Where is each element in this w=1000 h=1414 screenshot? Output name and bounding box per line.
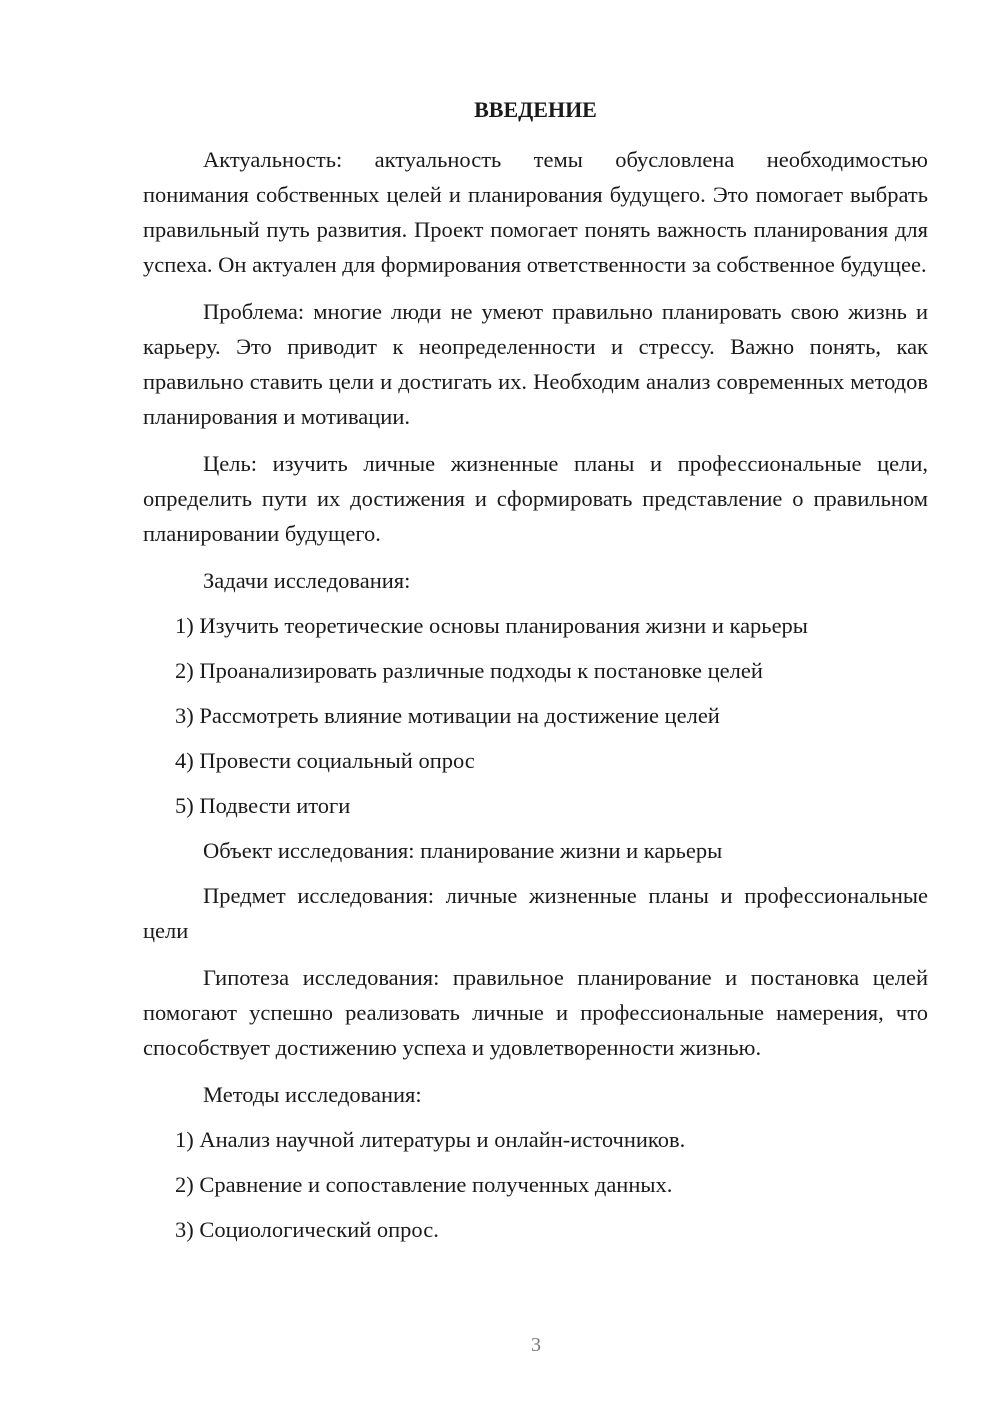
tasks-heading: Задачи исследования: bbox=[203, 568, 411, 593]
hypothesis-paragraph: Гипотеза исследования: правильное планирование и постановка целей помогают успешно реализовать личные и профессиональные намерения, что способствует достижению успеха и удовлетворенности жизнью. bbox=[143, 965, 928, 1060]
page-title: ВВЕДЕНИЕ bbox=[474, 97, 597, 122]
list-item: 3) Рассмотреть влияние мотивации на достижение целей bbox=[175, 703, 720, 728]
page-number: 3 bbox=[531, 1334, 541, 1356]
list-item: 1) Анализ научной литературы и онлайн-источников. bbox=[175, 1127, 686, 1152]
problem-paragraph: Проблема: многие люди не умеют правильно планировать свою жизнь и карьеру. Это приводит к неопределенности и стрессу. Важно понять, как правильно ставить цели и достигать их. Необходим анализ современных методов планирования и мотивации. bbox=[143, 299, 928, 429]
list-item: 3) Социологический опрос. bbox=[175, 1217, 439, 1242]
methods-heading: Методы исследования: bbox=[203, 1082, 422, 1107]
list-item: 4) Провести социальный опрос bbox=[175, 748, 475, 773]
document-body bbox=[143, 94, 928, 1257]
object-paragraph: Объект исследования: планирование жизни и карьеры bbox=[203, 838, 723, 863]
relevance-paragraph: Актуальность: актуальность темы обусловлена необходимостью понимания собственных целей и планирования будущего. Это помогает выбрать правильный путь развития. Проект помогает понять важность планирования для успеха. Он актуален для формирования ответственности за собственное будущее. bbox=[143, 147, 928, 277]
list-item: 2) Сравнение и сопоставление полученных данных. bbox=[175, 1172, 673, 1197]
list-item: 2) Проанализировать различные подходы к постановке целей bbox=[175, 658, 763, 683]
list-item: 1) Изучить теоретические основы планирования жизни и карьеры bbox=[175, 613, 808, 638]
subject-paragraph: Предмет исследования: личные жизненные планы и профессиональные цели bbox=[143, 883, 928, 943]
methods-list bbox=[143, 1122, 928, 1247]
tasks-list bbox=[143, 608, 928, 823]
goal-paragraph: Цель: изучить личные жизненные планы и профессиональные цели, определить пути их достижения и сформировать представление о правильном планировании будущего. bbox=[143, 451, 928, 546]
list-item: 5) Подвести итоги bbox=[175, 793, 351, 818]
